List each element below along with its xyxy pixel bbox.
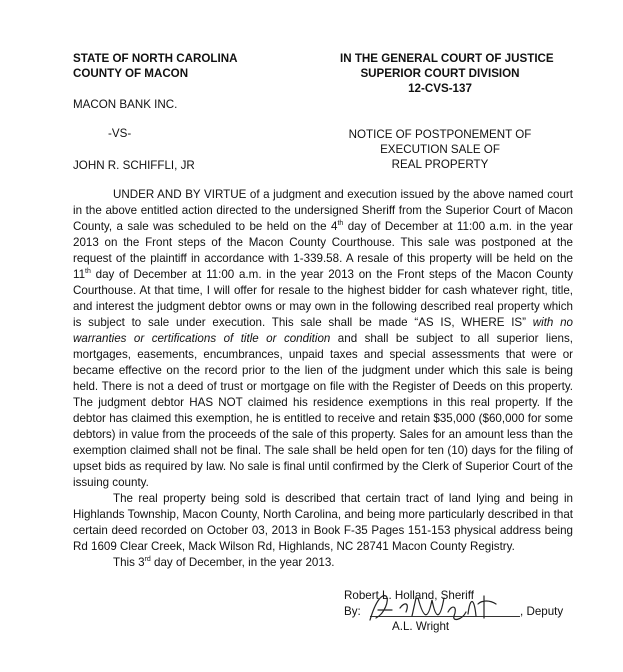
paragraph-date: [73, 555, 573, 571]
text-run: day of December at 11:00 a.m. in the year 2013 on the Front steps of the Macon County Courthouse. At that time, I will offer for resale to the highest bidder for cash whatever right, title, and interest the judgment debtor owns or may own in the following described real property which is subject to sale under execution. This sale shall be made “AS IS, WHERE IS”: [73, 268, 573, 329]
text-run: day of December at 11:00 a.m. in the year 2013 on the Front steps of the Macon County Courthouse. This sale was postponed at the request of the plaintiff in accordance with 1-339.58. A resale of this property will be held on the 11: [73, 220, 573, 281]
text-run: day of December, in the year 2013.: [150, 556, 335, 569]
notice-title-line1: NOTICE OF POSTPONEMENT OF: [348, 128, 532, 141]
by-label: By:: [344, 605, 361, 618]
versus-label: -VS-: [108, 127, 132, 140]
county-heading: COUNTY OF MACON: [73, 67, 189, 80]
notice-body: [73, 187, 573, 571]
defendant-name: JOHN R. SCHIFFLI, JR: [73, 159, 195, 172]
deputy-name: A.L. Wright: [392, 620, 450, 633]
case-number: 12-CVS-137: [408, 82, 472, 95]
paragraph-property-description: The real property being sold is described that certain tract of land lying and being in Highlands Township, Macon County, North Carolina, and being more particularly described in that certain deed recorded on October 03, 2013 in Book F-35 Pages 151-153 physical address being Rd 1609 Clear Creek, Mack Wilson Rd, Highlands, NC 28741 Macon County Registry.: [73, 492, 573, 553]
ordinal-suffix: th: [85, 268, 91, 276]
ordinal-suffix: th: [337, 220, 344, 228]
notice-title-line2: EXECUTION SALE OF: [380, 143, 500, 156]
italic-disclaimer: with no warranties or certifications of title or condition: [73, 316, 573, 345]
signature-scribble: [366, 590, 506, 626]
text-run: This 3: [113, 556, 145, 569]
ordinal-suffix: rd: [144, 556, 151, 564]
text-run: and shall be subject to all superior liens, mortgages, easements, encumbrances, unpaid taxes and special assessments that were or became effective on the record prior to the lien of the judgment under which this sale is being held. There is not a deed of trust or mortgage on file with the Register of Deeds on this property. The judgment debtor HAS NOT claimed his residence exemptions in this real property. If the debtor has claimed this exemption, he is entitled to receive and retain $35,000 ($60,000 for some debtors) in value from the proceeds of the sale of this property. Sales for an amount less than the exemption claimed shall not be final. The sale shall be held open for ten (10) days for the filing of upset bids as required by law. No sale is final until confirmed by the Clerk of Superior Court of the issuing county.: [73, 332, 573, 489]
sheriff-name: Robert L. Holland, Sheriff: [344, 589, 474, 602]
court-heading: IN THE GENERAL COURT OF JUSTICE: [340, 52, 554, 65]
handwritten-signature: [366, 590, 506, 626]
notice-title-line3: REAL PROPERTY: [391, 158, 489, 171]
state-heading: STATE OF NORTH CAROLINA: [73, 52, 238, 65]
division-heading: SUPERIOR COURT DIVISION: [360, 67, 520, 80]
text-run: UNDER AND BY VIRTUE of a judgment and execution issued by the above named court in the above entitled action directed to the undersigned Sheriff from the Superior Court of Macon County, a sale was scheduled to be held on the 4: [73, 188, 573, 233]
deputy-label: , Deputy: [520, 605, 564, 618]
plaintiff-name: MACON BANK INC.: [73, 98, 178, 111]
paragraph-sale-terms: [73, 187, 573, 491]
